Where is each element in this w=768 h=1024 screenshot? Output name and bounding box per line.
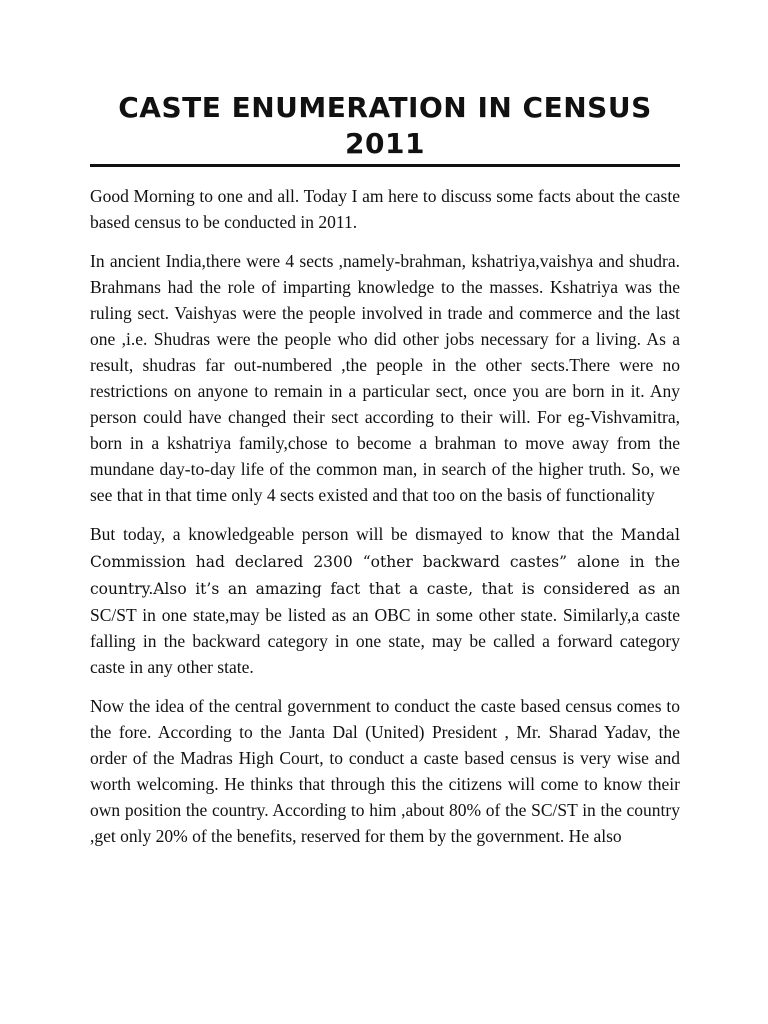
document-page [90, 90, 680, 862]
paragraph-greeting: Good Morning to one and all. Today I am here to discuss some facts about the caste based census to be conducted in 2011. [90, 186, 680, 232]
paragraph-mandal-end: an SC/ST in one state,may be listed as an OBC in some other state. Similarly,a caste falling in the backward category in one state, may be called a forward category caste in any other state. [90, 578, 680, 677]
paragraph-ancient-india: In ancient India,there were 4 sects ,namely-brahman, kshatriya,vaishya and shudra. Brahmans had the role of imparting knowledge to the masses. Kshatriya was the ruling sect. Vaishyas were the people involved in trade and commerce and the last one ,i.e. Shudras were the people who did other jobs necessary for a living. As a result, shudras far out-numbered ,the people in the other sects.There were no restrictions on anyone to remain in a particular sect, once you are born in it. Any person could have changed their sect according to their will. For eg-Vishvamitra, born in a kshatriya family,chose to become a brahman to move away from the mundane day-to-day life of the common man, in search of the higher truth. So, we see that in that time only 4 sects existed and that too on the basis of functionality [90, 251, 680, 505]
paragraph-mandal-commission [90, 521, 680, 680]
paragraph-central-government: Now the idea of the central government to conduct the caste based census comes to the fore. According to the Janta Dal (United) President , Mr. Sharad Yadav, the order of the Madras High Court, to conduct a caste based census is very wise and worth welcoming. He thinks that through this the citizens will come to know their own position the country. According to him ,about 80% of the SC/ST in the country ,get only 20% of the benefits, reserved for them by the government. He also [90, 696, 680, 846]
document-title [90, 90, 680, 167]
document-title-text: CASTE ENUMERATION IN CENSUS 2011 [90, 90, 680, 167]
paragraph-mandal-emphasis: Mandal Commission had declared 2300 “other backward castes” alone in the country.Also it’s an amazing fact that a caste, that is considered as [90, 526, 680, 598]
paragraph-mandal-start: But today, a knowledgeable person will be dismayed to know that the [90, 524, 621, 544]
